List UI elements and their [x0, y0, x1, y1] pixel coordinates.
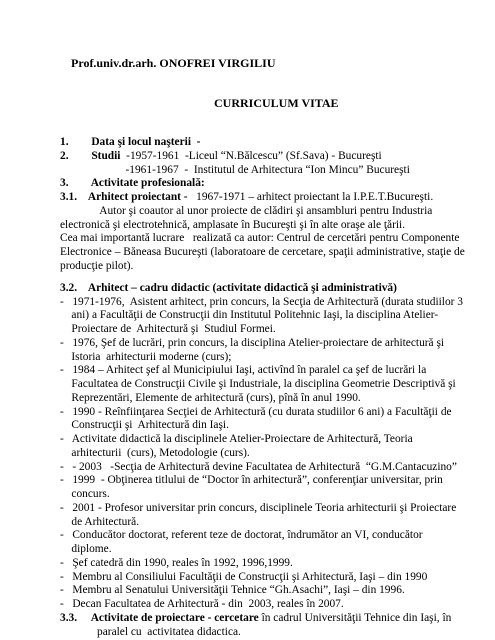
body-line — [60, 191, 433, 205]
body-line: - Decan Facultatea de Arhitectură - din 2003, reales în 2007. — [60, 598, 344, 610]
body-line: - Membru al Senatului Universităţii Tehnice “Gh.Asachi”, Iaşi – din 1996. — [60, 584, 405, 597]
body-line: ani) a Facultăţii de Construcţii din Institutul Politehnic Iaşi, la disciplina Atelier- — [60, 309, 439, 322]
section-text: -1957-1961 -Liceul “N.Bălcescu” (Sf.Sava) - Bucureşti — [120, 149, 382, 162]
section-text: în cadrul Universităţii Tehnice din Iaşi, în — [258, 611, 452, 624]
author-name: Prof.univ.dr.arh. ONOFREI VIRGILIU — [71, 56, 276, 70]
body-line: Facultatea de Construcţii Civile şi Industriale, la disciplina Geometrie Descriptivă şi — [60, 378, 456, 390]
body-line: 3. Activitate profesională: — [60, 177, 205, 190]
body-line: diplome. — [60, 543, 112, 555]
body-line: Reprezentări, Elemente de arhitectură (curs), pînă în anul 1990. — [60, 391, 361, 404]
body-line — [60, 150, 382, 164]
body-line: paralel cu activitatea didactica. — [60, 625, 241, 638]
body-line: Istoria arhitecturii moderne (curs); — [60, 350, 232, 363]
body-line: -1961-1967 - Institutul de Arhitectura “Ion Mincu” Bucureşti — [60, 163, 410, 176]
body-line: Autor şi coautor al unor proiecte de clădiri şi ansambluri pentru Industria — [60, 204, 433, 217]
body-line: Proiectare de Arhitectură şi Studiul Formei. — [60, 323, 276, 335]
section-heading: 3.1. Arhitect proiectant - — [60, 191, 188, 203]
section-text: 1967-1971 – arhitect proiectant la I.P.E.T.Bucureşti. — [187, 191, 434, 203]
section-heading: 3.3. Activitate de proiectare - cercetare — [60, 611, 259, 624]
body-line: - 2001 - Profesor universitar prin concurs, disciplinele Teoria arhitecturii şi Proiectare — [60, 501, 457, 514]
body-line — [60, 612, 451, 626]
body-line: arhitecturii (curs), Metodologie (curs). — [60, 446, 250, 459]
body-line: - 1984 – Arhitect şef al Municipiului Iaşi, activînd în paralel ca şef de lucrări la — [60, 364, 427, 377]
body-line: Electronice – Băneasa Bucureşti (laboratoare de cercetare, spaţii administrative, staţie de — [60, 246, 465, 258]
body-line: - 1999 - Obţinerea titlului de “Doctor în arhitectură”, conferenţiar universitar, prin — [60, 474, 443, 487]
body-line: 1. Data şi locul naşterii - — [60, 136, 201, 148]
body-line: - 1971-1976, Asistent arhitect, prin concurs, la Secţia de Arhitectură (durata studiilor 3 — [60, 295, 463, 308]
body-line: - Membru al Consiliului Facultăţii de Construcţii şi Arhitectură, Iaşi – din 1990 — [60, 570, 428, 583]
body-line: - 1976, Şef de lucrări, prin concurs, la disciplina Atelier-proiectare de arhitectură şi — [60, 336, 445, 349]
body-line: - Conducător doctorat, referent teze de doctorat, îndrumător an VI, conducător — [60, 529, 423, 542]
body-line: Construcţii şi Arhitectură din Iaşi. — [60, 419, 229, 432]
body-line: - Şef catedră din 1990, reales în 1992, 1996,1999. — [60, 556, 293, 569]
section-heading: 2. Studii — [60, 149, 121, 162]
body-line: concurs. — [60, 488, 110, 500]
body-line: electronică şi electrotehnică, amplasate în Bucureşti şi în alte oraşe ale ţării. — [60, 218, 406, 231]
body-line: - - 2003 -Secţia de Arhitectură devine Facultatea de Arhitectură “G.M.Cantacuzino” — [60, 460, 457, 473]
document-title: CURRICULUM VITAE — [214, 96, 339, 110]
body-line: 3.2. Arhitect – cadru didactic (activitate didactică şi administrativă) — [60, 281, 397, 294]
body-line: - 1990 - Reînfiinţarea Secţiei de Arhitectură (cu durata studiilor 6 ani) a Facultăţii de — [60, 405, 452, 418]
body-line: Cea mai importantă lucrare realizată ca autor: Centrul de cercetări pentru Componente — [60, 232, 460, 245]
body-line: producţie pilot). — [60, 259, 134, 272]
body-line: de Arhitectură. — [60, 515, 140, 528]
body-line: - Activitate didactică la disciplinele Atelier-Proiectare de Arhitectură, Teoria — [60, 433, 413, 445]
